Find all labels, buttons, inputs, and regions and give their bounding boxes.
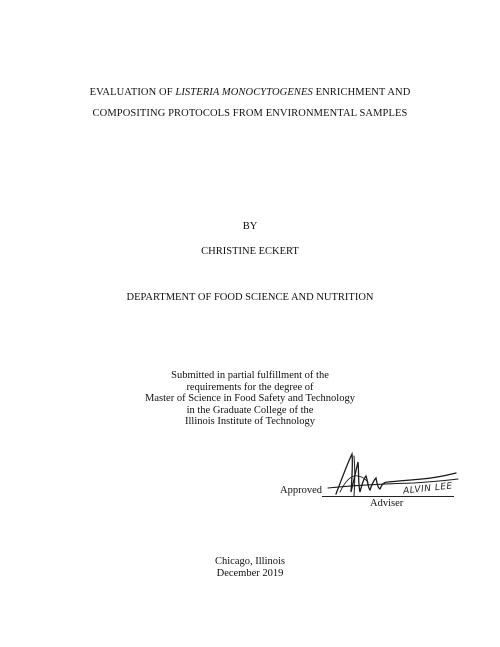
department-name: DEPARTMENT OF FOOD SCIENCE AND NUTRITION <box>126 292 374 303</box>
signature-printed-name: ALVIN LEE <box>402 481 454 497</box>
submission-line: Illinois Institute of Technology <box>184 416 315 427</box>
thesis-title-line-2: COMPOSITING PROTOCOLS FROM ENVIRONMENTAL SAMPLES <box>92 108 408 119</box>
submission-line: Master of Science in Food Safety and Technology <box>145 393 355 404</box>
title-organism: LISTERIA MONOCYTOGENES <box>175 87 313 98</box>
by-label: BY <box>242 221 258 232</box>
submission-line: in the Graduate College of the <box>186 404 314 416</box>
signature-line <box>322 496 454 497</box>
author-name: CHRISTINE ECKERT <box>201 246 299 257</box>
submission-line: Submitted in partial fulfillment of the <box>171 370 329 381</box>
location: Chicago, Illinois <box>215 556 285 567</box>
submission-line: requirements for the degree of <box>186 381 314 393</box>
approved-label: Approved <box>280 485 322 496</box>
title-suffix: ENRICHMENT AND <box>312 87 411 98</box>
adviser-label: Adviser <box>370 498 404 509</box>
submission-date: December 2019 <box>216 568 284 579</box>
thesis-title-line-1 <box>0 86 500 99</box>
title-prefix: EVALUATION OF <box>89 87 176 98</box>
submission-statement <box>0 370 500 428</box>
